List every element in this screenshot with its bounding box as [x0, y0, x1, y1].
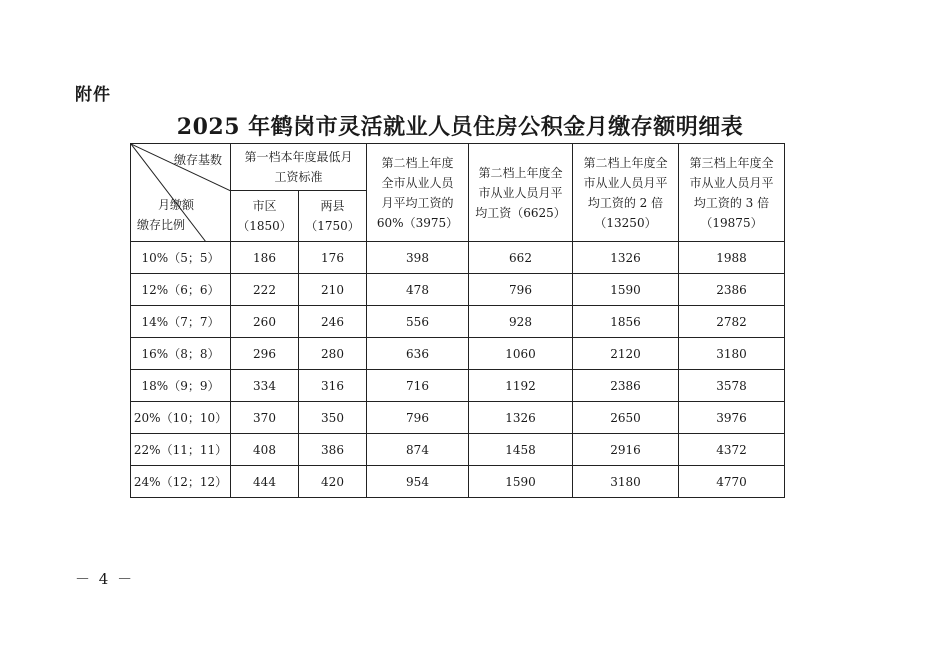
rate-cell: 24%（12；12）: [131, 466, 231, 498]
amount-cell: 3976: [679, 402, 785, 434]
amount-cell: 1988: [679, 242, 785, 274]
header-line: 市从业人员月平: [478, 185, 563, 200]
amount-cell: 662: [469, 242, 573, 274]
header-line: 第二档上年度全: [583, 155, 668, 170]
amount-cell: 222: [231, 274, 299, 306]
header-line: 均工资的 2 倍: [587, 195, 664, 210]
amount-cell: 260: [231, 306, 299, 338]
header-line: 均工资的 3 倍: [693, 195, 770, 210]
amount-cell: 280: [299, 338, 367, 370]
amount-cell: 874: [367, 434, 469, 466]
amount-cell: 3578: [679, 370, 785, 402]
amount-cell: 928: [469, 306, 573, 338]
header-line: 月平均工资的: [381, 195, 454, 210]
header-line: 第一档本年度最低月: [244, 150, 353, 164]
amount-cell: 1192: [469, 370, 573, 402]
amount-cell: 4372: [679, 434, 785, 466]
header-line: 第二档上年度全: [478, 165, 563, 180]
amount-cell: 210: [299, 274, 367, 306]
amount-cell: 3180: [573, 466, 679, 498]
amount-cell: 1590: [573, 274, 679, 306]
page-number: － 4 －: [75, 570, 135, 588]
amount-cell: 954: [367, 466, 469, 498]
corner-label-rate: 缴存比例: [137, 218, 186, 232]
tier3-3x-header: [679, 144, 785, 242]
amount-cell: 1458: [469, 434, 573, 466]
header-line: 工资标准: [274, 170, 323, 184]
amount-cell: 386: [299, 434, 367, 466]
amount-cell: 478: [367, 274, 469, 306]
header-line: 60%（3975）: [376, 215, 459, 230]
header-line: （1850）: [237, 219, 292, 233]
rate-cell: 10%（5；5）: [131, 242, 231, 274]
contribution-table: [130, 143, 785, 498]
amount-cell: 2386: [573, 370, 679, 402]
amount-cell: 334: [231, 370, 299, 402]
amount-cell: 636: [367, 338, 469, 370]
amount-cell: 796: [367, 402, 469, 434]
rate-cell: 16%（8；8）: [131, 338, 231, 370]
header-line: 第二档上年度: [381, 155, 454, 170]
rate-cell: 12%（6；6）: [131, 274, 231, 306]
rate-cell: 22%（11；11）: [131, 434, 231, 466]
amount-cell: 2650: [573, 402, 679, 434]
amount-cell: 716: [367, 370, 469, 402]
amount-cell: 2916: [573, 434, 679, 466]
amount-cell: 796: [469, 274, 573, 306]
header-line: 第三档上年度全: [689, 155, 774, 170]
header-line: 市从业人员月平: [689, 175, 774, 190]
tier2-avg-header: [469, 144, 573, 242]
header-line: （1750）: [305, 219, 360, 233]
amount-cell: 3180: [679, 338, 785, 370]
amount-cell: 444: [231, 466, 299, 498]
amount-cell: 370: [231, 402, 299, 434]
amount-cell: 1326: [469, 402, 573, 434]
amount-cell: 176: [299, 242, 367, 274]
table-body: [131, 242, 785, 498]
amount-cell: 2782: [679, 306, 785, 338]
amount-cell: 316: [299, 370, 367, 402]
header-line: （13250）: [594, 215, 657, 230]
amount-cell: 1856: [573, 306, 679, 338]
corner-label-amount: 月缴额: [157, 198, 194, 212]
document-title: 2025 年鹤岗市灵活就业人员住房公积金月缴存额明细表: [176, 114, 744, 140]
urban-subheader: [231, 191, 299, 242]
amount-cell: 246: [299, 306, 367, 338]
amount-cell: 1590: [469, 466, 573, 498]
tier1-group-header: [231, 144, 367, 191]
table-row: [131, 242, 785, 274]
amount-cell: 186: [231, 242, 299, 274]
corner-header-cell: [131, 144, 231, 242]
table-row: [131, 338, 785, 370]
header-line: 两县: [320, 199, 345, 213]
tier2-60pct-header: [367, 144, 469, 242]
rate-cell: 14%（7；7）: [131, 306, 231, 338]
rate-cell: 20%（10；10）: [131, 402, 231, 434]
table-row: [131, 402, 785, 434]
table-row: [131, 274, 785, 306]
amount-cell: 398: [367, 242, 469, 274]
header-line: 市区: [252, 199, 277, 213]
amount-cell: 556: [367, 306, 469, 338]
table-row: [131, 306, 785, 338]
amount-cell: 408: [231, 434, 299, 466]
amount-cell: 2120: [573, 338, 679, 370]
header-line: 全市从业人员: [381, 175, 454, 190]
corner-label-base: 缴存基数: [173, 153, 222, 167]
amount-cell: 1060: [469, 338, 573, 370]
amount-cell: 420: [299, 466, 367, 498]
attachment-label: 附件: [75, 85, 111, 105]
table-row: [131, 434, 785, 466]
amount-cell: 4770: [679, 466, 785, 498]
header-line: 市从业人员月平: [583, 175, 668, 190]
table-row: [131, 466, 785, 498]
amount-cell: 296: [231, 338, 299, 370]
amount-cell: 2386: [679, 274, 785, 306]
amount-cell: 1326: [573, 242, 679, 274]
tier2-2x-header: [573, 144, 679, 242]
amount-cell: 350: [299, 402, 367, 434]
header-line: （19875）: [700, 215, 763, 230]
rate-cell: 18%（9；9）: [131, 370, 231, 402]
header-line: 均工资（6625）: [475, 205, 566, 220]
table-row: [131, 370, 785, 402]
counties-subheader: [299, 191, 367, 242]
